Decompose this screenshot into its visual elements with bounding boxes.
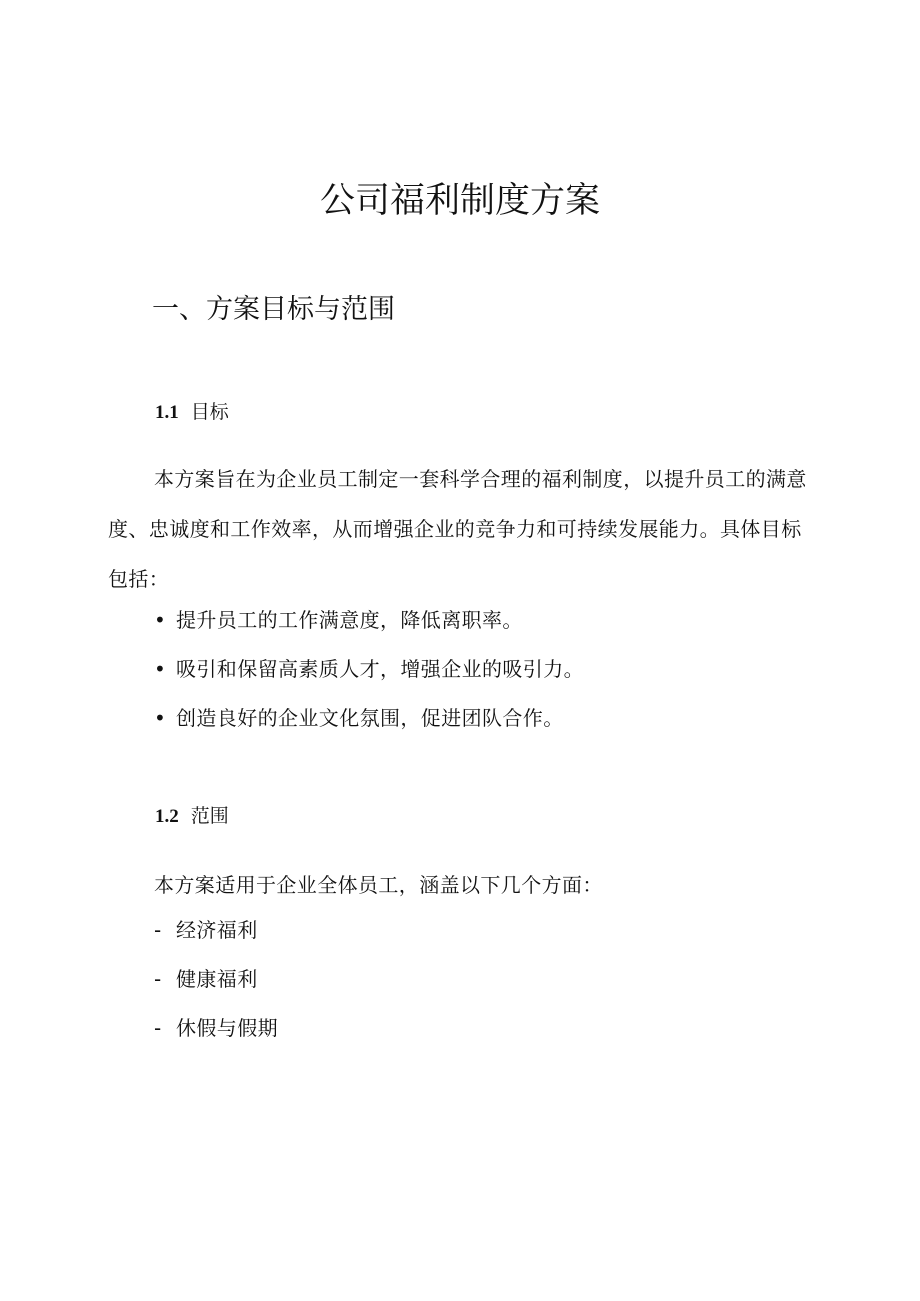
list-item: [154, 1004, 278, 1053]
subsection-heading-goals: [155, 398, 229, 427]
goals-paragraph: 本方案旨在为企业员工制定一套科学合理的福利制度，以提升员工的满意度、忠诚度和工作效率，从而增强企业的竞争力和可持续发展能力。具体目标包括：: [108, 467, 807, 591]
subsection-heading-scope: [155, 802, 229, 831]
subsection-number: 1.1: [155, 402, 179, 423]
list-item-text: 经济福利: [176, 918, 258, 942]
scope-intro: 本方案适用于企业全体员工，涵盖以下几个方面：: [154, 873, 603, 897]
bullet-marker: •: [154, 706, 167, 730]
list-item-text: 提升员工的工作满意度，降低离职率。: [176, 608, 523, 632]
section-heading: 一、方案目标与范围: [152, 294, 395, 325]
dash-marker: -: [154, 967, 162, 991]
list-item-text: 休假与假期: [176, 1016, 278, 1040]
list-item-text: 创造良好的企业文化氛围，促进团队合作。: [176, 706, 564, 730]
subsection-title: 目标: [190, 401, 229, 423]
list-item: [154, 906, 278, 955]
dash-marker: -: [154, 1016, 162, 1040]
scope-dash-list: [154, 906, 278, 1053]
subsection-number: 1.2: [155, 806, 179, 827]
bullet-marker: •: [154, 657, 167, 681]
list-item: [154, 955, 278, 1004]
list-item: [154, 694, 584, 743]
goals-bullet-list: [154, 596, 584, 743]
list-item: [154, 596, 584, 645]
list-item-text: 健康福利: [176, 967, 258, 991]
dash-marker: -: [154, 918, 162, 942]
bullet-marker: •: [154, 608, 167, 632]
subsection-title: 范围: [190, 805, 229, 827]
document-title: 公司福利制度方案: [319, 181, 600, 221]
list-item-text: 吸引和保留高素质人才，增强企业的吸引力。: [176, 657, 584, 681]
list-item: [154, 645, 584, 694]
